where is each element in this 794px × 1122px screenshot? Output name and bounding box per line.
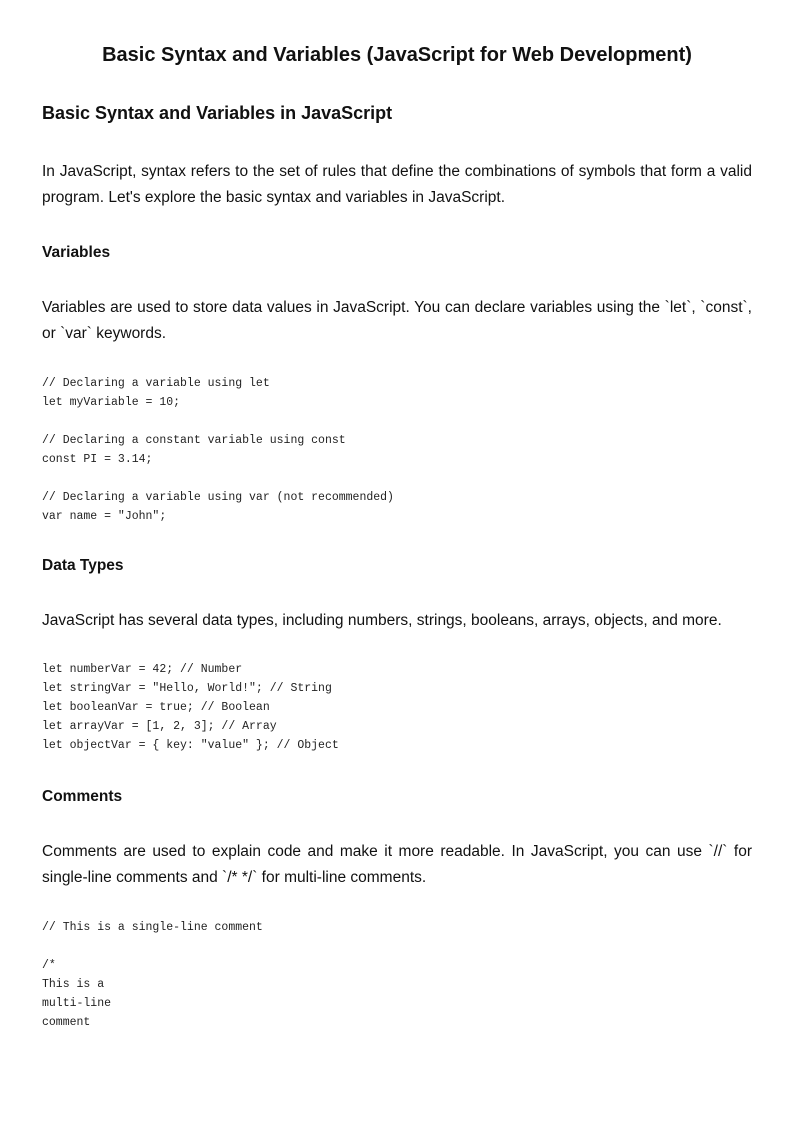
code-line: let objectVar = { key: "value" }; // Object [42,739,339,752]
code-line: // Declaring a variable using let [42,377,270,390]
comments-paragraph: Comments are used to explain code and make it more readable. In JavaScript, you can use `//` for single-line comments and `/* */` for multi-line comments. [42,843,752,886]
code-line: const PI = 3.14; [42,453,153,466]
variables-code-block [42,374,394,526]
code-line: let arrayVar = [1, 2, 3]; // Array [42,720,277,733]
variables-paragraph: Variables are used to store data values in JavaScript. You can declare variables using the `let`, `const`, or `var` keywords. [42,299,752,342]
code-line: let numberVar = 42; // Number [42,663,243,676]
code-line: // Declaring a variable using var (not recommended) [42,491,394,504]
code-line: let myVariable = 10; [42,396,181,409]
data-types-code-block [42,660,339,755]
code-line [42,412,394,431]
code-line: /* [42,959,56,972]
variables-heading: Variables [42,244,111,261]
code-line: let booleanVar = true; // Boolean [42,701,270,714]
data-types-heading: Data Types [42,557,124,574]
section-title: Basic Syntax and Variables in JavaScript [42,103,393,123]
intro-paragraph: In JavaScript, syntax refers to the set of rules that define the combinations of symbols that form a valid program. Let's explore the basic syntax and variables in JavaScript. [42,163,752,206]
code-line: multi-line [42,997,112,1010]
comments-heading: Comments [42,788,123,805]
code-line [42,469,394,488]
code-line: // This is a single-line comment [42,921,263,934]
code-line: // Declaring a constant variable using const [42,434,346,447]
data-types-paragraph: JavaScript has several data types, including numbers, strings, booleans, arrays, objects, and more. [42,612,722,629]
code-line: var name = "John"; [42,510,167,523]
comments-code-block [42,918,263,1032]
document-title: Basic Syntax and Variables (JavaScript for Web Development) [102,44,692,66]
code-line: let stringVar = "Hello, World!"; // String [42,682,332,695]
code-line [42,937,263,956]
code-line: comment [42,1016,91,1029]
code-line: This is a [42,978,105,991]
